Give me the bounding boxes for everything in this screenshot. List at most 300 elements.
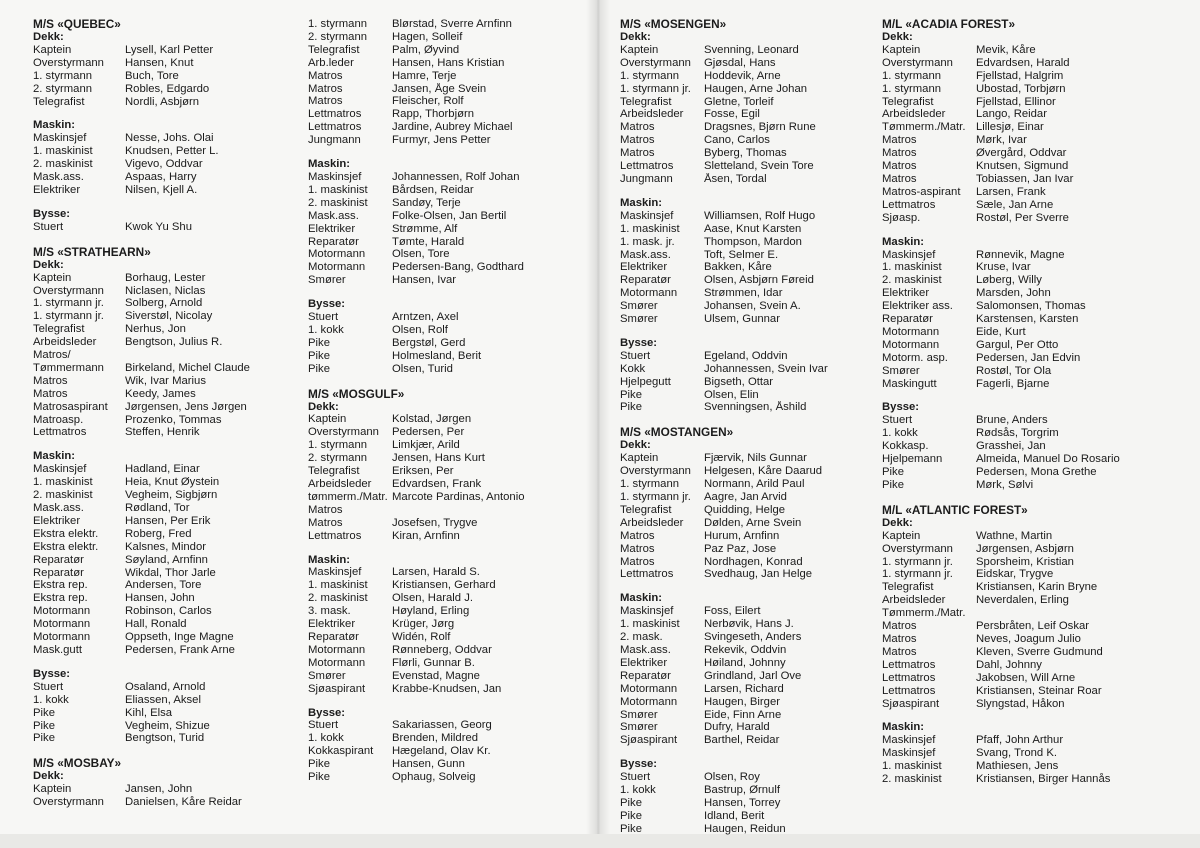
section-title: Bysse: bbox=[33, 667, 71, 680]
crew-role: Maskinsjef bbox=[33, 463, 87, 476]
crew-row bbox=[882, 339, 1187, 352]
crew-name: Hansen, Ivar bbox=[392, 274, 457, 287]
crew-role: Arbeidsleder bbox=[882, 594, 946, 607]
crew-name: Wikdal, Thor Jarle bbox=[125, 566, 216, 579]
crew-name: Paz Paz, Jose bbox=[704, 542, 777, 555]
crew-name: Hægeland, Olav Kr. bbox=[392, 745, 491, 758]
crew-name: Roberg, Fred bbox=[125, 527, 192, 540]
crew-name: Mørk, Ivar bbox=[976, 134, 1027, 147]
crew-role: Overstyrmann bbox=[33, 284, 104, 297]
crew-row bbox=[882, 261, 1187, 274]
crew-row bbox=[620, 556, 868, 569]
crew-name: Marcote Pardinas, Antonio bbox=[392, 490, 525, 503]
crew-role: Motormann bbox=[33, 631, 91, 644]
crew-row bbox=[33, 414, 291, 427]
crew-name: Palm, Øyvind bbox=[392, 43, 460, 56]
crew-role: Lettmatros bbox=[308, 108, 362, 121]
crew-role: 1. styrmann jr. bbox=[620, 491, 691, 503]
crew-role: 1. styrmann jr. bbox=[882, 555, 953, 568]
crew-row bbox=[882, 147, 1187, 160]
crew-role: Pike bbox=[620, 809, 642, 822]
crew-role: Smører bbox=[620, 300, 658, 313]
crew-name: Knudsen, Petter L. bbox=[125, 145, 219, 158]
crew-role: Tømmerm./Matr. bbox=[882, 121, 966, 134]
ship-name: M/L «ATLANTIC FOREST» bbox=[882, 502, 1028, 517]
crew-role: 1. maskinist bbox=[620, 618, 680, 631]
crew-name: Rekevik, Oddvin bbox=[704, 643, 787, 656]
crew-name: Hansen, John bbox=[125, 592, 195, 605]
crew-role: Stuert bbox=[620, 771, 651, 784]
crew-role: 1. maskinist bbox=[620, 222, 680, 235]
crew-row bbox=[882, 44, 1187, 57]
crew-role: Overstyrmann bbox=[33, 56, 104, 69]
crew-name: Hansen, Hans Kristian bbox=[392, 56, 505, 69]
crew-name: Hansen, Gunn bbox=[392, 758, 465, 771]
crew-name: Idland, Berit bbox=[704, 809, 765, 822]
crew-name: Bigseth, Ottar bbox=[704, 375, 774, 388]
crew-role: Lettmatros bbox=[620, 160, 674, 173]
crew-role: Lettmatros bbox=[308, 121, 362, 134]
crew-name: Rønnevik, Magne bbox=[976, 248, 1065, 261]
crew-row bbox=[620, 376, 868, 389]
crew-row bbox=[33, 541, 291, 554]
crew-row bbox=[620, 210, 868, 223]
crew-role: Elektriker bbox=[33, 514, 81, 527]
section-title: Maskin: bbox=[308, 158, 351, 171]
crew-row bbox=[33, 57, 291, 70]
crew-row bbox=[882, 70, 1187, 83]
crew-row bbox=[620, 363, 868, 376]
crew-name: Ophaug, Solveig bbox=[392, 771, 476, 784]
crew-name: Oppseth, Inge Magne bbox=[125, 631, 234, 644]
crew-name: Edvardsen, Frank bbox=[392, 478, 482, 490]
crew-name: Olsen, Harald J. bbox=[392, 592, 473, 605]
crew-row bbox=[308, 618, 580, 631]
crew-role: Reparatør bbox=[620, 669, 671, 682]
crew-row bbox=[882, 659, 1187, 672]
crew-name: Nerhus, Jon bbox=[125, 323, 186, 336]
crew-name: Holmesland, Berit bbox=[392, 349, 482, 362]
section-gap bbox=[620, 581, 868, 592]
crew-row bbox=[882, 212, 1187, 225]
crew-name: Danielsen, Kåre Reidar bbox=[125, 796, 242, 809]
crew-row bbox=[620, 771, 868, 784]
crew-role: Matros bbox=[33, 374, 68, 387]
crew-row bbox=[882, 633, 1187, 646]
crew-role: Stuert bbox=[33, 220, 64, 233]
crew-name: Kruse, Ivar bbox=[976, 261, 1031, 274]
ship-name: M/S «MOSBAY» bbox=[33, 756, 122, 771]
section-gap bbox=[308, 287, 580, 298]
crew-row bbox=[882, 199, 1187, 212]
crew-role: Reparatør bbox=[308, 235, 359, 248]
crew-role: Stuert bbox=[308, 311, 339, 324]
section-title: Dekk: bbox=[882, 31, 913, 43]
crew-row bbox=[620, 261, 868, 274]
crew-name: Lillesjø, Einar bbox=[976, 121, 1044, 134]
crew-role: Pike bbox=[308, 758, 330, 771]
crew-name: Jansen, Åge Svein bbox=[392, 82, 487, 95]
crew-name: Bårdsen, Reidar bbox=[392, 183, 474, 196]
crew-name: Pedersen, Frank Arne bbox=[125, 643, 235, 656]
ship-block bbox=[33, 246, 291, 746]
crew-role: Lettmatros bbox=[620, 568, 674, 581]
section-title: Bysse: bbox=[620, 336, 658, 349]
crew-row bbox=[308, 517, 580, 530]
crew-row bbox=[620, 173, 868, 186]
crew-name: Grasshei, Jan bbox=[976, 440, 1046, 453]
crew-role: Matros bbox=[882, 620, 917, 633]
crew-name: Wathne, Martin bbox=[976, 529, 1053, 542]
crew-row bbox=[308, 337, 580, 350]
crew-role: Pike bbox=[308, 349, 330, 362]
crew-row bbox=[620, 44, 868, 57]
crew-role: Kaptein bbox=[33, 43, 72, 56]
crew-role: Elektriker bbox=[620, 656, 668, 669]
crew-row bbox=[33, 158, 291, 171]
crew-row bbox=[620, 160, 868, 173]
crew-row bbox=[33, 310, 291, 323]
crew-role: Pike bbox=[620, 822, 642, 835]
crew-row bbox=[308, 504, 580, 517]
ship-block bbox=[882, 18, 1187, 492]
crew-row bbox=[620, 618, 868, 631]
section-title: Maskin: bbox=[33, 119, 76, 132]
crew-name: Rødland, Tor bbox=[125, 502, 190, 514]
crew-role: Stuert bbox=[33, 680, 64, 693]
crew-row bbox=[620, 287, 868, 300]
section-title: Maskin: bbox=[308, 553, 351, 566]
crew-row bbox=[620, 313, 868, 326]
crew-role: Kaptein bbox=[620, 43, 659, 56]
crew-role: Motormann bbox=[308, 261, 366, 274]
crew-row bbox=[882, 378, 1187, 391]
crew-name: Salomonsen, Thomas bbox=[976, 300, 1086, 313]
crew-row bbox=[620, 389, 868, 402]
crew-role: Kaptein bbox=[620, 452, 659, 465]
crew-role: Matros bbox=[620, 121, 655, 134]
crew-name: Larsen, Frank bbox=[976, 185, 1046, 198]
crew-name: Sletteland, Svein Tore bbox=[704, 160, 814, 173]
crew-row bbox=[620, 249, 868, 262]
crew-row bbox=[33, 70, 291, 83]
crew-name: Almeida, Manuel Do Rosario bbox=[976, 453, 1120, 466]
section-title: Maskin: bbox=[620, 196, 663, 209]
crew-name: Pfaff, John Arthur bbox=[976, 734, 1064, 747]
ship-name: M/L «ACADIA FOREST» bbox=[882, 17, 1016, 31]
section-title: Bysse: bbox=[308, 298, 346, 311]
crew-row bbox=[308, 657, 580, 670]
crew-name: Nilsen, Kjell A. bbox=[125, 183, 198, 196]
crew-name: Aase, Knut Karsten bbox=[704, 222, 802, 235]
crew-row bbox=[33, 515, 291, 528]
crew-role: 2. mask. bbox=[620, 631, 663, 644]
crew-name: Arntzen, Axel bbox=[392, 311, 459, 324]
crew-role: Sjøaspirant bbox=[882, 697, 940, 710]
crew-name: Slyngstad, Håkon bbox=[976, 697, 1065, 710]
crew-role: Pike bbox=[308, 336, 330, 349]
crew-role: Kaptein bbox=[33, 271, 72, 284]
crew-role: Overstyrmann bbox=[620, 56, 691, 69]
crew-row bbox=[882, 543, 1187, 556]
crew-name: Steffen, Henrik bbox=[125, 426, 200, 439]
crew-name: Strømmen, Idar bbox=[704, 287, 783, 300]
crew-row bbox=[620, 530, 868, 543]
crew-row bbox=[308, 248, 580, 261]
crew-row bbox=[882, 685, 1187, 698]
crew-row bbox=[882, 734, 1187, 747]
section-title: Maskin: bbox=[33, 450, 76, 463]
crew-role: Mask.ass. bbox=[620, 248, 671, 261]
crew-row bbox=[620, 83, 868, 96]
crew-name: Folke-Olsen, Jan Bertil bbox=[392, 209, 507, 222]
crew-name: Andersen, Tore bbox=[125, 579, 202, 592]
crew-role: Tømmerm./Matr. bbox=[882, 607, 966, 620]
crew-role: Overstyrmann bbox=[882, 542, 953, 555]
crew-role: Elektriker bbox=[308, 222, 356, 235]
crew-row bbox=[308, 18, 580, 31]
crew-role: 2. maskinist bbox=[882, 773, 942, 786]
crew-name: Kristiansen, Steinar Roar bbox=[976, 684, 1102, 697]
crew-name: Høyland, Erling bbox=[392, 605, 470, 618]
section-title: Bysse: bbox=[308, 706, 346, 719]
crew-row bbox=[308, 261, 580, 274]
crew-role: Telegrafist bbox=[882, 581, 934, 594]
crew-name: Robinson, Carlos bbox=[125, 605, 212, 618]
crew-row bbox=[620, 543, 868, 556]
crew-role: Lettmatros bbox=[882, 198, 936, 211]
crew-row bbox=[882, 581, 1187, 594]
crew-row bbox=[882, 326, 1187, 339]
crew-role: Matros bbox=[620, 147, 655, 160]
crew-role: Motormann bbox=[308, 656, 366, 669]
crew-row bbox=[308, 491, 580, 504]
crew-row bbox=[882, 96, 1187, 109]
crew-role: 1. kokk bbox=[308, 323, 344, 336]
crew-role: 1. styrmann bbox=[308, 18, 368, 30]
crew-role: 2. maskinist bbox=[308, 196, 368, 209]
crew-row bbox=[308, 171, 580, 184]
crew-row bbox=[882, 365, 1187, 378]
crew-row bbox=[620, 70, 868, 83]
crew-role: Jungmann bbox=[620, 172, 673, 185]
crew-row bbox=[620, 721, 868, 734]
ship-name: M/S «MOSENGEN» bbox=[620, 17, 727, 31]
crew-name: Sporsheim, Kristian bbox=[976, 555, 1074, 568]
crew-name: Larsen, Richard bbox=[704, 682, 784, 695]
crew-name: Hansen, Knut bbox=[125, 56, 194, 69]
crew-role: Elektriker bbox=[620, 261, 668, 274]
crew-name: Grindland, Jarl Ove bbox=[704, 669, 802, 682]
crew-name: Eidskar, Trygve bbox=[976, 568, 1054, 581]
crew-role: Smører bbox=[620, 721, 658, 734]
crew-name: Rønneberg, Oddvar bbox=[392, 643, 492, 656]
section-title: Dekk: bbox=[620, 439, 651, 452]
crew-row bbox=[33, 132, 291, 145]
crew-name: Jensen, Hans Kurt bbox=[392, 452, 485, 465]
crew-name: Hadland, Einar bbox=[125, 463, 200, 476]
crew-row bbox=[620, 465, 868, 478]
crew-row bbox=[33, 796, 291, 809]
crew-row bbox=[33, 401, 291, 414]
crew-name: Jansen, John bbox=[125, 783, 193, 796]
crew-role: Matros bbox=[308, 82, 343, 95]
crew-role: Maskinsjef bbox=[620, 209, 674, 222]
crew-row bbox=[882, 453, 1187, 466]
crew-row bbox=[33, 272, 291, 285]
section-gap bbox=[620, 747, 868, 758]
crew-row bbox=[33, 631, 291, 644]
crew-role: Kaptein bbox=[882, 43, 921, 56]
crew-row bbox=[620, 631, 868, 644]
crew-row bbox=[308, 70, 580, 83]
crew-name: Olsen, Rolf bbox=[392, 323, 448, 336]
section-title: Dekk: bbox=[308, 400, 339, 413]
crew-role: Arbeidsleder bbox=[308, 478, 372, 490]
crew-row bbox=[33, 554, 291, 567]
crew-row bbox=[882, 620, 1187, 633]
crew-role: Maskinsjef bbox=[882, 248, 936, 261]
crew-name: Fjærvik, Nils Gunnar bbox=[704, 452, 807, 465]
crew-row bbox=[882, 313, 1187, 326]
crew-row bbox=[882, 57, 1187, 70]
crew-row bbox=[33, 336, 291, 349]
crew-role: Reparatør bbox=[33, 566, 84, 579]
crew-row bbox=[308, 363, 580, 376]
crew-row bbox=[620, 223, 868, 236]
crew-row bbox=[308, 452, 580, 465]
crew-name: Nordli, Asbjørn bbox=[125, 95, 200, 108]
crew-role: Telegrafist bbox=[620, 503, 672, 516]
crew-role: Reparatør bbox=[308, 630, 359, 643]
crew-name: Eriksen, Per bbox=[392, 465, 454, 478]
crew-name: Olsen, Turid bbox=[392, 362, 453, 375]
crew-row bbox=[882, 287, 1187, 300]
crew-role: Overstyrmann bbox=[308, 426, 379, 439]
crew-name: Kristiansen, Birger Hannås bbox=[976, 773, 1111, 786]
crew-row bbox=[33, 720, 291, 733]
crew-role: Matros bbox=[882, 172, 917, 185]
crew-name: Prozenko, Tommas bbox=[125, 413, 222, 426]
crew-role: Elektriker bbox=[882, 287, 930, 300]
crew-row bbox=[620, 274, 868, 287]
crew-row bbox=[620, 300, 868, 313]
ship-name: M/S «MOSTANGEN» bbox=[620, 425, 734, 440]
crew-role: Matros bbox=[33, 387, 68, 400]
crew-name: Dahl, Johnny bbox=[976, 658, 1042, 671]
crew-name: Fosse, Egil bbox=[704, 108, 760, 121]
crew-role: Arbeidsleder bbox=[620, 108, 684, 121]
crew-name: Øvergård, Oddvar bbox=[976, 147, 1067, 160]
crew-row bbox=[33, 567, 291, 580]
crew-row bbox=[620, 236, 868, 249]
crew-row bbox=[33, 476, 291, 489]
crew-role: Lettmatros bbox=[882, 671, 936, 684]
crew-role: Overstyrmann bbox=[620, 465, 691, 478]
crew-row bbox=[882, 440, 1187, 453]
crew-row bbox=[308, 57, 580, 70]
crew-role: Motormann bbox=[33, 618, 91, 631]
crew-row bbox=[882, 698, 1187, 711]
crew-role: Pike bbox=[33, 732, 55, 745]
crew-name: Søyland, Arnfinn bbox=[125, 553, 208, 566]
section-gap bbox=[882, 390, 1187, 401]
crew-name: Jørgensen, Jens Jørgen bbox=[125, 400, 247, 413]
crew-name: Krüger, Jørg bbox=[392, 618, 455, 631]
crew-row bbox=[33, 681, 291, 694]
crew-role: Smører bbox=[620, 313, 658, 326]
crew-name: Jardine, Aubrey Michael bbox=[392, 121, 513, 134]
crew-name: Kalsnes, Mindor bbox=[125, 540, 206, 553]
section-gap bbox=[33, 439, 291, 450]
crew-row bbox=[308, 121, 580, 134]
crew-row bbox=[308, 683, 580, 696]
crew-row bbox=[882, 300, 1187, 313]
crew-row bbox=[882, 352, 1187, 365]
crew-role: 1. kokk bbox=[882, 427, 918, 440]
crew-row bbox=[308, 134, 580, 147]
crew-row bbox=[620, 96, 868, 109]
crew-role: 2. maskinist bbox=[308, 592, 368, 605]
crew-role: Matros bbox=[620, 134, 655, 147]
crew-name: Pedersen, Jan Edvin bbox=[976, 351, 1081, 364]
ship-block bbox=[33, 757, 291, 809]
crew-row bbox=[308, 426, 580, 439]
crew-role: 1. styrmann jr. bbox=[882, 568, 953, 581]
crew-name: Gargul, Per Otto bbox=[976, 338, 1059, 351]
crew-row bbox=[308, 771, 580, 784]
crew-role: Telegrafist bbox=[33, 323, 85, 336]
ship-name: M/S «QUEBEC» bbox=[33, 17, 121, 31]
crew-row bbox=[33, 184, 291, 197]
crew-role: Mask.gutt bbox=[33, 643, 82, 656]
crew-name: Haugen, Reidun bbox=[704, 822, 786, 835]
column-2 bbox=[308, 18, 580, 796]
crew-name: Kiran, Arnfinn bbox=[392, 529, 460, 542]
crew-row bbox=[308, 758, 580, 771]
crew-row bbox=[33, 783, 291, 796]
crew-role: Pike bbox=[620, 796, 642, 809]
crew-name: Brune, Anders bbox=[976, 414, 1048, 427]
crew-name: Kristiansen, Karin Bryne bbox=[976, 581, 1098, 594]
crew-row bbox=[620, 734, 868, 747]
crew-row bbox=[620, 696, 868, 709]
column-1 bbox=[33, 18, 291, 821]
crew-role: Kokk bbox=[620, 362, 646, 375]
crew-role: Ekstra elektr. bbox=[33, 527, 99, 540]
crew-row bbox=[882, 186, 1187, 199]
crew-name: Neverdalen, Erling bbox=[976, 594, 1069, 607]
crew-name: Thompson, Mardon bbox=[704, 235, 802, 248]
crew-row bbox=[308, 439, 580, 452]
crew-name: Fleischer, Rolf bbox=[392, 95, 464, 108]
crew-row bbox=[33, 707, 291, 720]
crew-name: Fjellstad, Ellinor bbox=[976, 95, 1056, 108]
crew-role: Elektriker bbox=[33, 183, 81, 196]
crew-role: Maskingutt bbox=[882, 377, 937, 390]
crew-role: Mask.ass. bbox=[308, 209, 359, 222]
crew-row bbox=[882, 414, 1187, 427]
column-3 bbox=[620, 18, 868, 848]
section-title: Dekk: bbox=[882, 516, 913, 529]
crew-role: Reparatør bbox=[620, 274, 671, 287]
crew-name: Høiland, Johnny bbox=[704, 656, 786, 669]
crew-role: Reparatør bbox=[882, 313, 933, 326]
crew-role: Motormann bbox=[33, 605, 91, 618]
crew-row bbox=[308, 197, 580, 210]
crew-name: Olsen, Tore bbox=[392, 248, 450, 261]
crew-name: Limkjær, Arild bbox=[392, 439, 460, 452]
